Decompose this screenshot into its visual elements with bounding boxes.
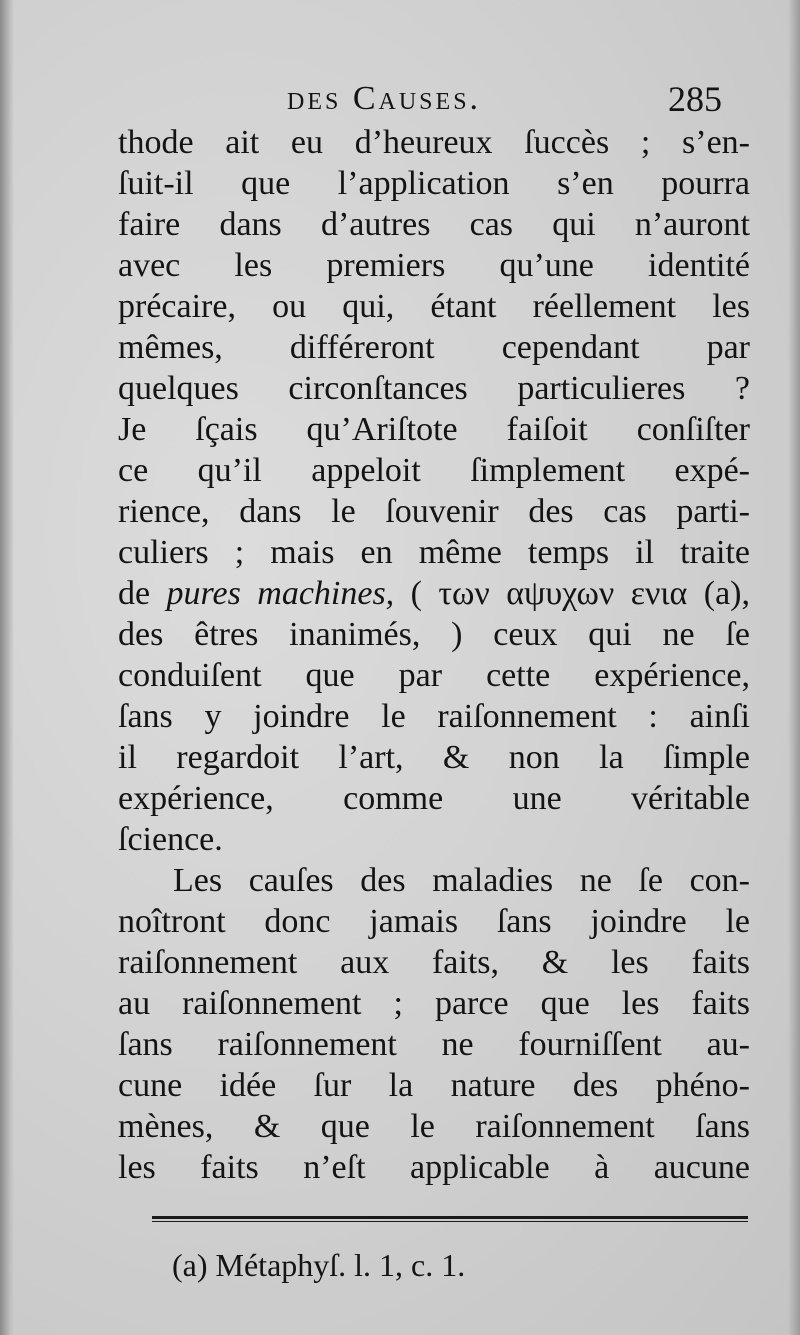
line12-prefix: de bbox=[118, 575, 167, 612]
body-text bbox=[118, 122, 750, 1188]
text-line-4: avec les premiers qu’une identité bbox=[118, 247, 750, 284]
text-line-3: faire dans d’autres cas qui n’auront bbox=[118, 206, 750, 243]
text-line-8: Je ſçais qu’Ariſtote faiſoit conſiſter bbox=[118, 411, 750, 448]
text-line-9: ce qu’il appeloit ſimplement expé- bbox=[118, 452, 750, 489]
text-line-26: les faits n’eſt applicable à aucune bbox=[118, 1149, 750, 1186]
text-line-16: il regardoit l’art, & non la ſimple bbox=[118, 739, 750, 776]
text-line-14: conduiſent que par cette expérience, bbox=[118, 657, 750, 694]
greek-quotation: ( των αψυχων ενια (a), bbox=[394, 575, 750, 612]
page-right-edge-shadow bbox=[788, 0, 800, 1335]
text-line-20: noîtront donc jamais ſans joindre le bbox=[118, 903, 750, 940]
text-line-12 bbox=[118, 573, 750, 614]
text-line-2: ſuit-il que l’application s’en pourra bbox=[118, 165, 750, 202]
footnote: (a) Métaphyſ. l. 1, c. 1. bbox=[172, 1247, 466, 1283]
text-line-13: des êtres inanimés, ) ceux qui ne ſe bbox=[118, 616, 750, 653]
text-line-6: mêmes, différeront cependant par bbox=[118, 329, 750, 366]
text-line-17: expérience, comme une véritable bbox=[118, 780, 750, 817]
text-line-23: ſans raiſonnement ne fourniſſent au- bbox=[118, 1026, 750, 1063]
text-line-25: mènes, & que le raiſonnement ſans bbox=[118, 1108, 750, 1145]
page-left-edge-shadow bbox=[0, 0, 14, 1335]
text-line-10: rience, dans le ſouvenir des cas parti- bbox=[118, 493, 750, 530]
running-title: des Causes. bbox=[287, 80, 482, 117]
text-line-18: ſcience. bbox=[118, 821, 223, 858]
text-line-11: culiers ; mais en même temps il traite bbox=[118, 534, 750, 571]
italic-pures-machines: pures machines, bbox=[166, 575, 395, 612]
page-number: 285 bbox=[668, 79, 722, 119]
page-header bbox=[0, 74, 800, 124]
footnote-rule bbox=[152, 1216, 748, 1222]
text-line-1: thode ait eu d’heureux ſuccès ; s’en- bbox=[118, 124, 750, 161]
text-line-22: au raiſonnement ; parce que les faits bbox=[118, 985, 750, 1022]
text-line-24: cune idée ſur la nature des phéno- bbox=[118, 1067, 750, 1104]
text-line-5: précaire, ou qui, étant réellement les bbox=[118, 288, 750, 325]
text-line-19: Les cauſes des maladies ne ſe con- bbox=[173, 862, 750, 899]
text-line-21: raiſonnement aux faits, & les faits bbox=[118, 944, 750, 981]
text-line-7: quelques circonſtances particulieres ? bbox=[118, 370, 750, 407]
text-line-15: ſans y joindre le raiſonnement : ainſi bbox=[118, 698, 750, 735]
